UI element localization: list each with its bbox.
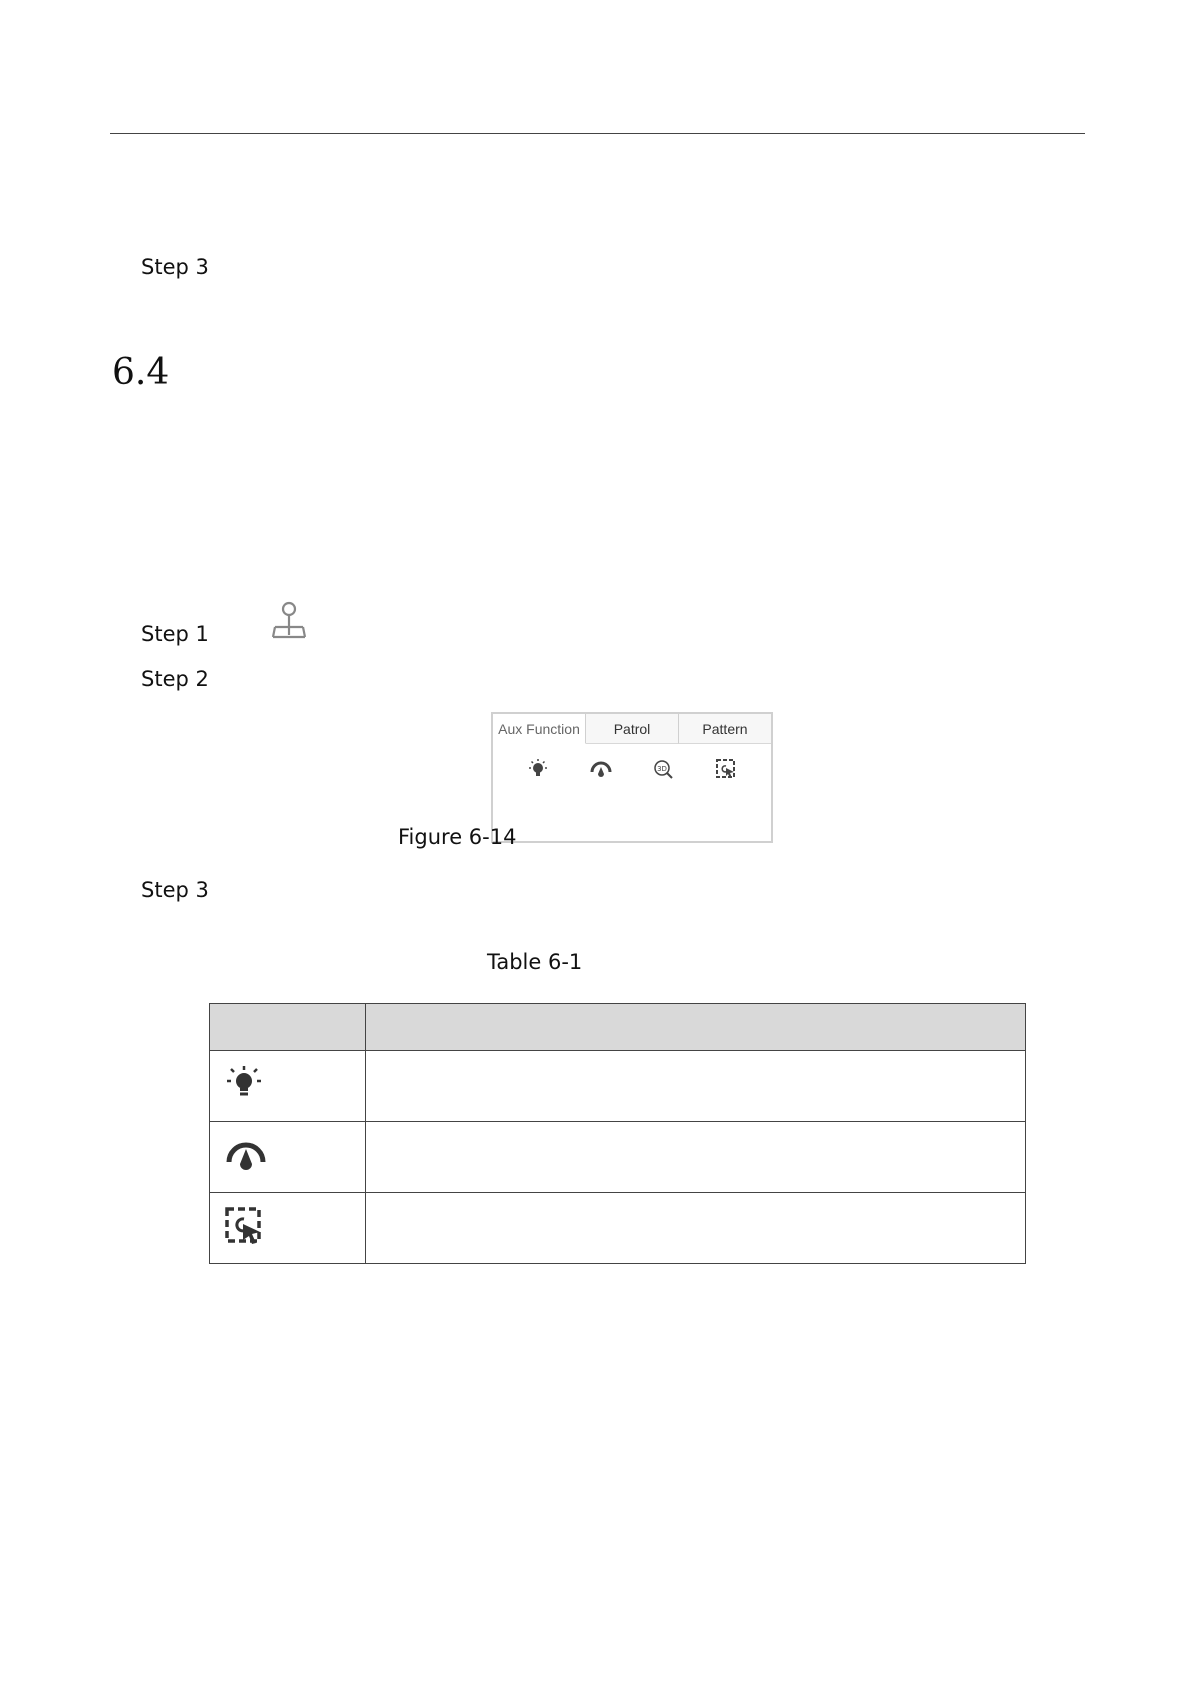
area-select-icon	[224, 1206, 264, 1246]
tab-pattern[interactable]: Pattern	[679, 714, 771, 744]
aux-function-table	[209, 1003, 1026, 1264]
light-icon	[224, 1064, 264, 1104]
table-icon-cell	[210, 1051, 366, 1122]
ptz-function-panel	[491, 712, 773, 843]
section-number: 6.4	[112, 352, 170, 393]
panel-tabs	[493, 714, 771, 744]
area-select-icon[interactable]	[713, 756, 739, 782]
table-icon-cell	[210, 1122, 366, 1193]
step-label: Step 3	[141, 878, 209, 902]
table-icon-cell	[210, 1193, 366, 1264]
header-rule	[110, 133, 1085, 134]
table-description-cell	[366, 1193, 1026, 1264]
tab-patrol[interactable]: Patrol	[586, 714, 679, 744]
table-description-cell	[366, 1051, 1026, 1122]
table-row	[210, 1193, 1026, 1264]
svg-text:3D: 3D	[657, 765, 668, 773]
table-caption: Table 6-1	[487, 950, 583, 974]
tab-aux-function[interactable]: Aux Function	[493, 714, 586, 744]
wiper-icon[interactable]	[588, 756, 614, 782]
wiper-icon	[224, 1135, 268, 1175]
figure-caption: Figure 6-14	[398, 825, 517, 849]
table-header-cell	[210, 1004, 366, 1051]
step-label: Step 2	[141, 667, 209, 691]
zoom-icon[interactable]	[650, 756, 676, 782]
step-label: Step 3	[141, 255, 209, 279]
table-header-cell	[366, 1004, 1026, 1051]
table-header-row	[210, 1004, 1026, 1051]
ptz-icon	[271, 601, 307, 641]
table-description-cell	[366, 1122, 1026, 1193]
aux-icon-row	[493, 744, 771, 782]
light-icon[interactable]	[525, 756, 551, 782]
table-row	[210, 1051, 1026, 1122]
step-label: Step 1	[141, 622, 209, 646]
table-row	[210, 1122, 1026, 1193]
